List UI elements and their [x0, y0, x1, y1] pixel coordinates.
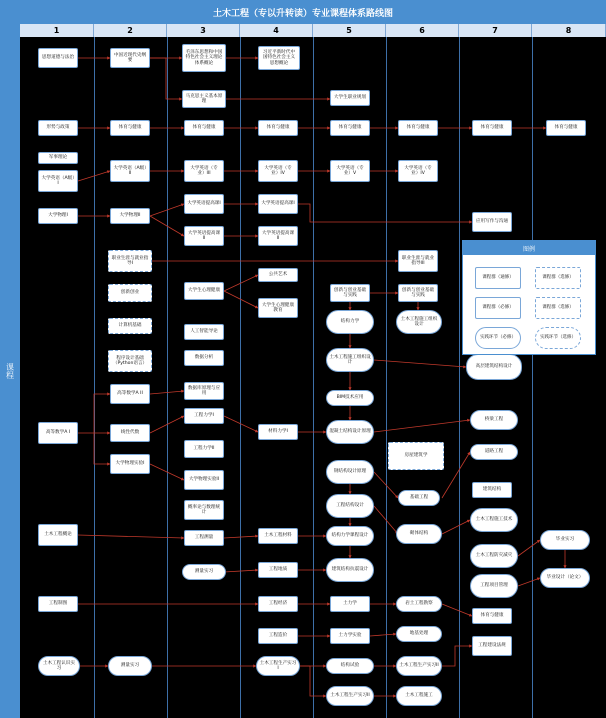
- course-node: 大学英语提高课II: [258, 226, 298, 246]
- course-node: 土力学: [330, 596, 370, 612]
- course-node: 土木工程生产实习II: [326, 686, 374, 706]
- course-node: 体育与健康: [330, 120, 370, 136]
- course-node: 测量实习: [108, 656, 152, 676]
- course-node: 土木工程施工技术: [470, 508, 518, 532]
- course-node: 大学英语（专业）IV: [258, 160, 298, 182]
- sidebar-label-text: 课程: [5, 363, 15, 379]
- column-divider: [313, 37, 314, 718]
- course-node: 体育与健康: [472, 120, 512, 136]
- course-node: 工程力学I: [184, 408, 224, 424]
- course-node: 思想道德与法治: [38, 48, 78, 68]
- course-node: 体育与健康: [472, 608, 512, 624]
- column-divider: [459, 37, 460, 718]
- legend-item: 课程群（选修）: [535, 297, 581, 319]
- course-node: 工程经济: [258, 596, 298, 612]
- legend-title: 图例: [463, 241, 595, 255]
- course-node: 土木工程概论: [38, 524, 78, 546]
- course-node: 大学物理II: [110, 208, 150, 224]
- course-node: 体育与健康: [184, 120, 224, 136]
- course-node: 大学英语提高课I: [184, 194, 224, 214]
- column-header-2: 2: [94, 24, 167, 37]
- course-node: 工程地质: [258, 562, 298, 578]
- course-node: 大学物理I: [38, 208, 78, 224]
- course-node: 土木工程防灾减灾: [470, 544, 518, 568]
- connector-arrow: [94, 433, 110, 464]
- sidebar-label: [0, 24, 20, 718]
- connector-arrow: [94, 394, 110, 433]
- connector-arrow: [224, 291, 258, 308]
- course-node: 体育与健康: [110, 120, 150, 136]
- course-node: 体育与健康: [398, 120, 438, 136]
- connector-arrow: [374, 360, 466, 367]
- column-divider: [240, 37, 241, 718]
- course-node: 体育与健康: [258, 120, 298, 136]
- connector-arrow: [224, 536, 258, 538]
- course-node: 高等数学A II: [110, 384, 150, 404]
- course-node: 马克思主义基本原理: [182, 90, 226, 108]
- course-node: BIM技术应用: [326, 390, 374, 406]
- course-node: 大学英语（专业）III: [184, 160, 224, 182]
- column-header-4: 4: [240, 24, 313, 37]
- course-node: 大学生职业规划: [330, 90, 370, 106]
- course-node: 体育与健康: [546, 120, 586, 136]
- course-node: 测量实习: [182, 564, 226, 580]
- course-node: 大学生心理健康教育: [258, 298, 298, 318]
- course-node: 混凝土结构设计原理: [326, 420, 374, 444]
- course-node: 程序设计基础（Python语言）: [108, 350, 152, 372]
- course-node: 毕业实习: [540, 530, 590, 550]
- course-node: 工程力学II: [184, 440, 224, 458]
- course-node: 创新与创业基础与实践: [330, 284, 370, 302]
- course-node: 建筑结构抗震设计: [326, 558, 374, 582]
- course-node: 土力学实验: [330, 628, 370, 644]
- connector-arrow: [224, 570, 258, 572]
- course-node: 大学物理实验II: [184, 470, 224, 490]
- course-node: 应用写作与沟通: [472, 212, 512, 232]
- course-node: 创新创业: [108, 284, 152, 302]
- course-node: 房屋建筑学: [388, 442, 444, 470]
- course-node: 大学英语（A级）II: [110, 160, 150, 182]
- course-node: 基础工程: [398, 490, 440, 506]
- course-node: 岩土工程勘察: [396, 596, 442, 612]
- course-node: 结构试验: [326, 658, 374, 674]
- course-node: 形势与政策: [38, 120, 78, 136]
- column-divider: [167, 37, 168, 718]
- course-node: 中国近现代史纲要: [110, 48, 150, 68]
- course-node: 工程测量: [184, 530, 224, 546]
- course-node: 人工智能导论: [184, 324, 224, 340]
- course-node: 工程结构设计: [326, 494, 374, 518]
- column-header-6: 6: [386, 24, 459, 37]
- course-node: 大学物理实验I: [110, 454, 150, 474]
- connector-arrow: [518, 540, 540, 556]
- column-header-3: 3: [167, 24, 240, 37]
- legend-item: 实践环节（选修）: [535, 327, 581, 349]
- legend-item: 课程群（必修）: [475, 297, 521, 319]
- course-node: 工程建设法规: [472, 636, 512, 656]
- course-node: 工程造价: [258, 628, 298, 644]
- course-node: 桥梁工程: [470, 410, 518, 430]
- course-node: 结构力学: [326, 310, 374, 334]
- course-node: 大学英语（专业）V: [330, 160, 370, 182]
- course-node: 线性代数: [110, 424, 150, 442]
- course-node: 工程制图: [38, 596, 78, 612]
- course-node: 土木工程施工组织设计: [396, 310, 442, 334]
- diagram-title: 土木工程（专以升转读）专业课程体系路线图: [0, 0, 606, 24]
- legend-item: 课程群（通修）: [475, 267, 521, 289]
- course-node: 道路工程: [470, 444, 518, 460]
- course-node: 高层建筑结构设计: [466, 354, 522, 380]
- connector-arrow: [370, 634, 396, 636]
- course-node: 军事理论: [38, 152, 78, 164]
- connector-arrow: [224, 416, 258, 432]
- connector-arrow: [442, 520, 470, 534]
- course-node: 高等数学A I: [38, 422, 78, 444]
- course-node: 工程项目管理: [470, 574, 518, 598]
- course-node: 材料力学I: [258, 424, 298, 440]
- course-node: 土木工程认识实习: [38, 656, 80, 676]
- connector-arrow: [518, 578, 540, 586]
- course-node: 土木工程生产实习I: [256, 656, 300, 676]
- connector-arrow: [150, 58, 182, 99]
- course-node: 职业生涯与就业指导III: [398, 250, 438, 272]
- column-divider: [532, 37, 533, 718]
- legend: [462, 240, 596, 355]
- course-node: 大学英语提高课I: [258, 194, 298, 214]
- column-divider: [94, 37, 95, 718]
- course-node: 砌体结构: [396, 524, 442, 544]
- course-node: 土木工程施工: [396, 686, 442, 706]
- course-node: 土木工程生产实习II: [396, 656, 442, 676]
- course-node: 创新与创业基础与实践: [398, 284, 438, 302]
- course-node: 数据库原理与应用: [184, 382, 224, 400]
- column-header-1: 1: [20, 24, 94, 37]
- connector-arrow: [442, 604, 472, 616]
- connector-arrow: [298, 204, 472, 222]
- column-divider: [386, 37, 387, 718]
- connector-arrow: [224, 275, 258, 291]
- column-header-7: 7: [459, 24, 532, 37]
- column-header-8: 8: [532, 24, 606, 37]
- course-node: 计算机基础: [108, 318, 152, 334]
- legend-item: 实践环节（必修）: [475, 327, 521, 349]
- course-node: 数据分析: [184, 350, 224, 366]
- course-node: 习近平新时代中国特色社会主义思想概论: [258, 46, 300, 70]
- course-node: 毛泽东思想和中国特色社会主义理论体系概论: [182, 44, 226, 72]
- course-node: 土木工程施工组织设计: [326, 348, 374, 372]
- course-node: 职业生涯与就业指导I: [108, 250, 152, 272]
- course-node: 大学英语提高课II: [184, 226, 224, 246]
- course-node: 大学英语（A级）I: [38, 170, 78, 192]
- connector-arrow: [442, 452, 470, 498]
- course-node: 地基处理: [396, 626, 442, 642]
- course-node: 大学生心理健康: [184, 282, 224, 300]
- connector-arrow: [442, 646, 472, 666]
- course-node: 公共艺术: [258, 268, 298, 282]
- course-node: 建筑结构: [472, 482, 512, 498]
- course-node: 概率论与数理统计: [184, 500, 224, 520]
- course-node: 毕业设计（论文）: [540, 568, 590, 588]
- legend-item: 课程群（选修）: [535, 267, 581, 289]
- connector-arrow: [374, 420, 470, 432]
- column-header-5: 5: [313, 24, 386, 37]
- course-node: 大学英语（专业）IV: [398, 160, 438, 182]
- course-node: 结构力学课程设计: [326, 526, 374, 546]
- course-node: 钢结构设计原理: [326, 460, 374, 484]
- course-node: 土木工程材料: [258, 528, 298, 544]
